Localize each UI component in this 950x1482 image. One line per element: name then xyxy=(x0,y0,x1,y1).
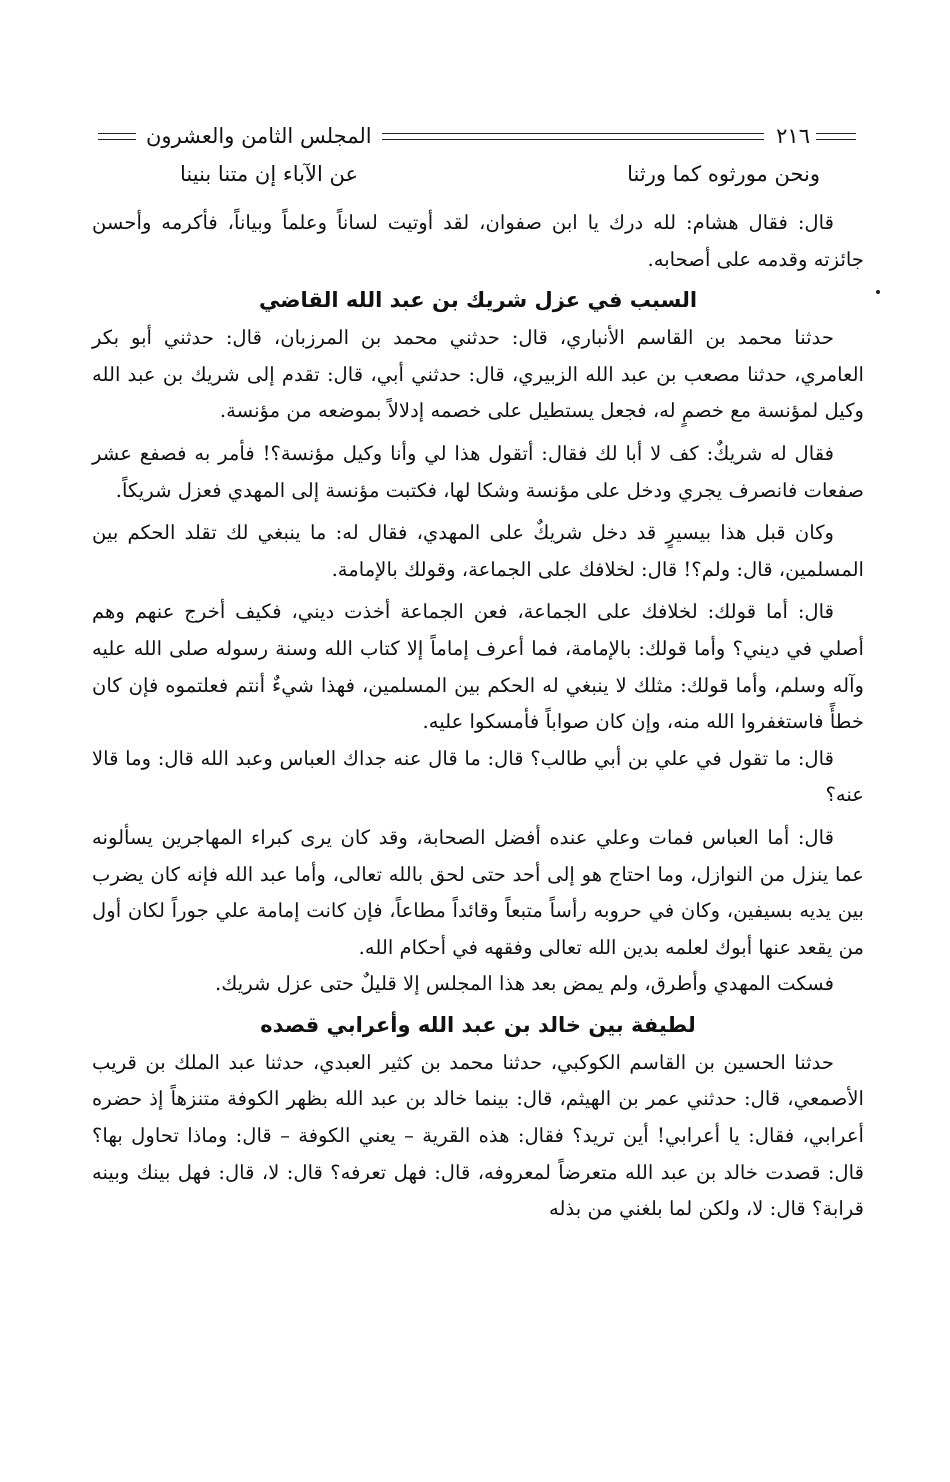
header-rule-right xyxy=(816,133,856,140)
header-rule-left xyxy=(98,133,136,140)
paragraph: حدثنا محمد بن القاسم الأنباري، قال: حدثني محمد بن المرزبان، قال: حدثني أبو بكر العامري، حدثنا مصعب بن عبد الله الزبيري، قال: حدثني أبي، قال: تقدم إلى شريك بن عبد الله وكيل لمؤنسة مع خصمٍ له، فجعل يستطيل على خصمه إدلالاً بموضعه من مؤنسة. xyxy=(92,326,864,423)
verse-first-hemistich: ونحن مورثوه كما ورثنا xyxy=(627,162,820,186)
verse-second-hemistich: عن الآباء إن متنا بنينا xyxy=(180,162,358,186)
running-header xyxy=(92,118,862,154)
paragraph: قال: ما تقول في علي بن أبي طالب؟ قال: ما قال عنه جداك العباس وعبد الله قال: وما قالا عنه؟ xyxy=(92,746,864,807)
poetry-verse xyxy=(180,162,820,202)
paragraph: فسكت المهدي وأطرق، ولم يمض بعد هذا المجلس إلا قليلٌ حتى عزل شريك. xyxy=(215,972,834,996)
paragraph: وكان قبل هذا بيسيرٍ قد دخل شريكٌ على المهدي، فقال له: ما ينبغي لك تقلد الحكم بين المسلمين، قال: ولم؟! قال: لخلافك على الجماعة، وقولك بالإمامة. xyxy=(92,521,864,581)
section-heading: لطيفة بين خالد بن عبد الله وأعرابي قصده xyxy=(260,1012,696,1037)
chapter-title: المجلس الثامن والعشرون xyxy=(146,124,372,148)
paragraph: قال: فقال هشام: لله درك يا ابن صفوان، لقد أوتيت لساناً وعلماً وبياناً، فأكرمه وأحسن جائزته وقدمه على أصحابه. xyxy=(92,211,864,271)
print-speck xyxy=(876,290,880,294)
section-heading: السبب في عزل شريك بن عبد الله القاضي xyxy=(258,288,698,313)
paragraph: قال: أما قولك: لخلافك على الجماعة، فعن الجماعة أخذت ديني، فكيف أخرج عنهم وهم أصلي في ديني؟ وأما قولك: بالإمامة، فما أعرف إماماً إلا كتاب الله وسنة رسوله صلى الله عليه وآله وسلم، وأما قولك: مثلك لا ينبغي له الحكم بين المسلمين، فهذا شيءٌ أنتم فعلتموه فإن كان خطأً فاستغفروا الله منه، وإن كان صواباً فأمسكوا عليه. xyxy=(92,600,864,734)
paragraph: فقال له شريكٌ: كف لا أبا لك فقال: أتقول هذا لي وأنا وكيل مؤنسة؟! فأمر به فصفع عشر صفعات فانصرف يجري ودخل على مؤنسة وشكا لها، فكتبت مؤنسة إلى المهدي فعزل شريكاً. xyxy=(92,441,864,502)
page-number: ٢١٦ xyxy=(776,124,810,148)
paragraph: قال: أما العباس فمات وعلي عنده أفضل الصحابة، وقد كان يرى كبراء المهاجرين يسألونه عما ينزل من النوازل، وما احتاج هو إلى أحد حتى لحق بالله تعالى، وأما عبد الله فإنه كان يضرب بين يديه بسيفين، وكان في حروبه رأساً متبعاً وقائداً مطاعاً، فإن كانت إمامة علي جوراً لكان أول من يقعد عنها أبوك لعلمه بدين الله تعالى وفقهه في أحكام الله. xyxy=(92,825,864,959)
header-rule-middle xyxy=(382,133,765,140)
main-text xyxy=(92,205,864,1228)
paragraph: حدثنا الحسين بن القاسم الكوكبي، حدثنا محمد بن كثير العبدي، حدثنا عبد الملك بن قريب الأصمعي، قال: حدثني عمر بن الهيثم، قال: بينما خالد بن عبد الله بظهر الكوفة متنزهاً إذ حضره أعرابي، فقال: يا أعرابي! أين تريد؟ فقال: هذه القرية – يعني الكوفة – قال: وماذا تحاول بها؟ قال: قصدت خالد بن عبد الله متعرضاً لمعروفه، قال: فهل تعرفه؟ قال: لا، قال: فهل بينك وبينه قرابة؟ قال: لا، ولكن لما بلغني من بذله xyxy=(92,1050,864,1221)
